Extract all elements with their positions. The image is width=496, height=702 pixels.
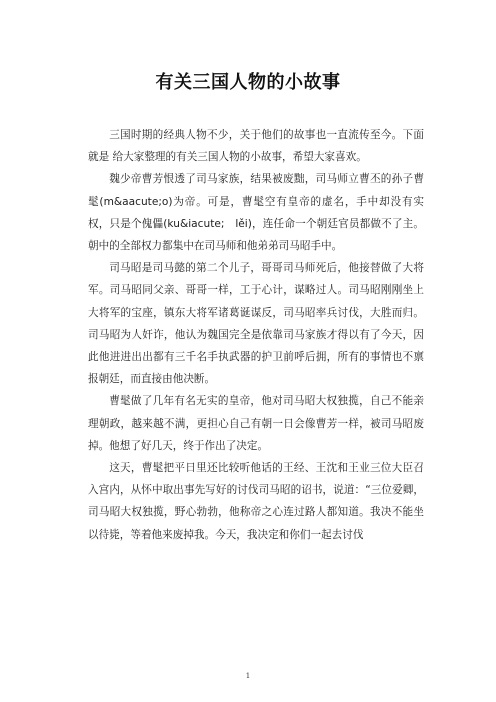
document-title: 有关三国人物的小故事 [155,72,341,93]
paragraph: 魏少帝曹芳恨透了司马家族，结果被废黜，司马师立曹丕的孙子曹髦(m&aacute;o)为帝。可是，曹髦空有皇帝的虚名，手中却没有实权，只是个傀儡(ku&iacute; lěi)，连任命一个朝廷官员都做不了主。朝中的全部权力都集中在司马师和他弟弟司马昭手中。 [88,173,424,253]
paragraph: 曹髦做了几年有名无实的皇帝，他对司马昭大权独揽，自己不能亲理朝政，越来越不满，更担心自己有朝一日会像曹芳一样，被司马昭废掉。他想了好几天，终于作出了决定。 [88,395,424,452]
paragraph: 三国时期的经典人物不少，关于他们的故事也一直流传至今。下面就是 给大家整理的有关三国人物的小故事，希望大家喜欢。 [88,129,424,164]
paragraph: 这天，曹髦把平日里还比较听他话的王经、王沈和王业三位大臣召入宫内，从怀中取出事先写好的讨伐司马昭的诏书，说道：“三位爱卿，司马昭大权独揽，野心勃勃，他称帝之心连过路人都知道。我决不能坐以待毙，等着他来废掉我。今天，我决定和你们一起去讨伐 [88,462,424,541]
document-body [88,124,424,546]
paragraph: 司马昭是司马懿的第二个儿子，哥哥司马师死后，他接替做了大将军。司马昭同父亲、哥哥一样，工于心计，谋略过人。司马昭刚刚坐上大将军的宝座，镇东大将军诸葛诞谋反，司马昭率兵讨伐，大胜而归。司马昭为人奸诈，他认为魏国完全是依靠司马家族才得以有了今天，因此他进进出出都有三千名手执武器的护卫前呼后拥，所有的事情也不禀报朝廷，而直接由他决断。 [88,262,424,386]
page-number: 1 [245,672,251,680]
